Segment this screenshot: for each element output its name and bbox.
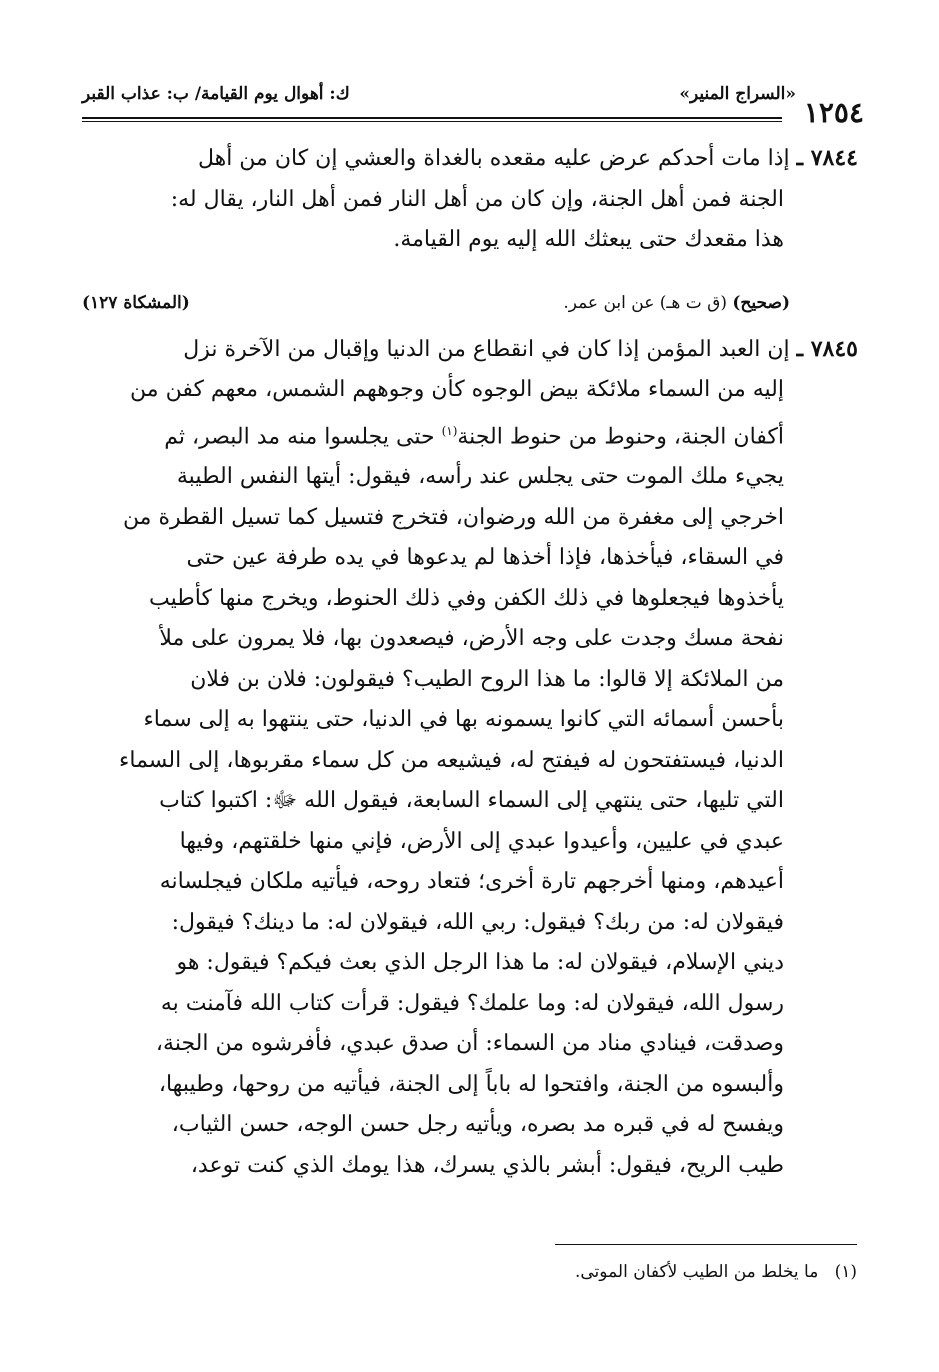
hadith-text: إن العبد المؤمن إذا كان في انقطاع من الدنيا وإقبال من الآخرة نزل <box>183 336 790 362</box>
page-number: ١٢٥٤ <box>803 96 864 129</box>
hadith-line <box>82 138 858 180</box>
hadith-line: أعيدهم، ومنها أخرجهم تارة أخرى؛ فتعاد روحه، فيأتيه ملكان فيجلسانه <box>159 869 784 895</box>
hadith-line: في السقاء، فيأخذها، فإذا أخذها لم يدعوها في يده طرفة عين حتى <box>186 545 784 571</box>
hadith-narrator: (ق ت هـ) عن ابن عمر. <box>563 292 727 313</box>
footnote-rule <box>555 1244 857 1245</box>
footnote <box>575 1262 857 1282</box>
footnote-number: (١) <box>834 1262 857 1282</box>
hadith-reference: (المشكاة ١٢٧) <box>82 292 190 313</box>
hadith-number: ٧٨٤٥ ـ <box>796 335 858 362</box>
hadith-line: فيقولان له: من ربك؟ فيقول: ربي الله، فيقولان له: ما دينك؟ فيقول: <box>171 909 784 935</box>
hadith-7844 <box>82 138 858 261</box>
hadith-line: يجيء ملك الموت حتى يجلس عند رأسه، فيقول: أيتها النفس الطيبة <box>176 464 784 490</box>
hadith-line: رسول الله، فيقولان له: وما علمك؟ فيقول: قرأت كتاب الله فآمنت به <box>160 990 784 1016</box>
hadith-line: الدنيا، فيستفتحون له فيفتح له، فيشيعه من كل سماء مقربوها، إلى السماء <box>119 747 784 773</box>
footnote-text: ما يخلط من الطيب لأكفان الموتى. <box>574 1262 819 1282</box>
hadith-source-row <box>82 275 858 315</box>
hadith-text: حتى يجلسوا منه مد البصر، ثم <box>164 423 442 449</box>
hadith-line: ديني الإسلام، فيقولان له: ما هذا الرجل الذي بعث فيكم؟ فيقول: هو <box>176 950 784 976</box>
hadith-number: ٧٨٤٤ ـ <box>796 145 858 171</box>
hadith-line: وألبسوه من الجنة، وافتحوا له باباً إلى الجنة، فيأتيه من روحها، وطيبها، <box>158 1071 784 1097</box>
hadith-line: عبدي في عليين، وأعيدوا عبدي إلى الأرض، فإني منها خلقتهم، وفيها <box>179 828 784 854</box>
hadith-line: إليه من السماء ملائكة بيض الوجوه كأن وجوههم الشمس، معهم كفن من <box>130 377 784 402</box>
grade-label: (صحيح) <box>732 292 790 313</box>
hadith-line: نفحة مسك وجدت على وجه الأرض، فيصعدون بها، فلا يمرون على ملأ <box>159 626 784 652</box>
running-header <box>82 76 864 129</box>
hadith-line: هذا مقعدك حتى يبعثك الله إليه يوم القيامة. <box>393 227 784 252</box>
hadith-text: إذا مات أحدكم عرض عليه مقعده بالغداة والعشي إن كان من أهل <box>197 146 790 171</box>
hadith-7845 <box>82 329 858 1187</box>
header-rule-thin <box>82 121 782 122</box>
hadith-line <box>82 329 858 371</box>
hadith-line: ويفسح له في قبره مد بصره، ويأتيه رجل حسن الوجه، حسن الثياب، <box>171 1112 784 1138</box>
body-text <box>82 138 858 1186</box>
hadith-line: وصدقت، فينادي مناد من السماء: أن صدق عبدي، فأفرشوه من الجنة، <box>155 1031 784 1057</box>
footnote-marker[interactable]: (١) <box>441 423 458 438</box>
hadith-line: من الملائكة إلا قالوا: ما هذا الروح الطيب؟ فيقولون: فلان بن فلان <box>190 666 784 692</box>
hadith-text: أكفان الجنة، وحنوط من حنوط الجنة <box>457 423 784 449</box>
hadith-line: طيب الريح، فيقول: أبشر بالذي يسرك، هذا يومك الذي كنت توعد، <box>190 1152 784 1178</box>
hadith-grade <box>563 283 790 324</box>
hadith-line: بأحسن أسمائه التي كانوا يسمونه بها في الدنيا، حتى ينتهوا به إلى سماء <box>143 707 784 733</box>
chapter-title: ك: أهوال يوم القيامة/ ب: عذاب القبر <box>82 84 350 104</box>
header-rule <box>82 117 782 119</box>
hadith-line: اخرجي إلى مغفرة من الله ورضوان، فتخرج فتسيل كما تسيل القطرة من <box>122 504 784 530</box>
hadith-line: الجنة فمن أهل الجنة، وإن كان من أهل النار فمن أهل النار، يقال له: <box>170 186 784 212</box>
hadith-line <box>82 411 858 458</box>
hadith-line: يأخذوها فيجعلوها في ذلك الكفن وفي ذلك الحنوط، ويخرج منها كأطيب <box>149 585 784 611</box>
book-title: «السراج المنير» <box>679 84 796 104</box>
hadith-line: التي تليها، حتى ينتهي إلى السماء السابعة، فيقول الله ﷻ: اكتبوا كتاب <box>159 788 784 814</box>
